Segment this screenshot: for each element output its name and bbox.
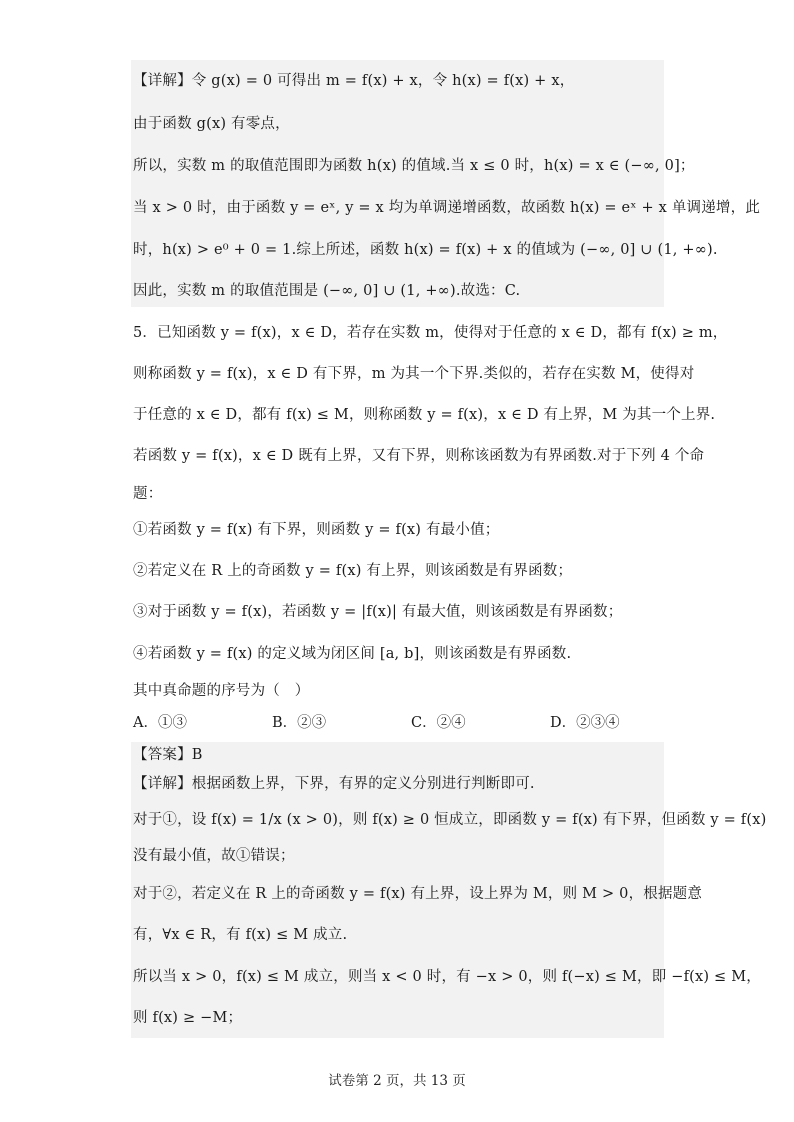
solution-4-block <box>131 60 761 307</box>
question-5-line-2: 则称函数 y = f(x)，x ∈ D 有下界，m 为其一个下界.类似的，若存在实数 M，使得对 <box>133 366 695 382</box>
question-5-line-3: 于任意的 x ∈ D，都有 f(x) ≤ M，则称函数 y = f(x)，x ∈ D 有上界，M 为其一个上界. <box>133 407 716 423</box>
solution-5-line-1: 【详解】根据函数上界，下界，有界的定义分别进行判断即可. <box>133 776 535 792</box>
solution-5-line-5: 有，∀x ∈ R，有 f(x) ≤ M 成立. <box>133 927 348 943</box>
solution-4-line-5: 时，h(x) > e⁰ + 0 = 1.综上所述，函数 h(x) = f(x) + x 的值域为 (−∞, 0] ∪ (1, +∞). <box>133 242 718 258</box>
statement-3: ③对于函数 y = f(x)，若函数 y = |f(x)| 有最大值，则该函数是有界函数； <box>133 604 623 620</box>
solution-4-line-3: 所以，实数 m 的取值范围即为函数 h(x) 的值域.当 x ≤ 0 时，h(x) = x ∈ (−∞, 0]； <box>133 158 695 174</box>
statement-1: ①若函数 y = f(x) 有下界，则函数 y = f(x) 有最小值； <box>133 522 500 538</box>
solution-4-line-4: 当 x > 0 时，由于函数 y = eˣ, y = x 均为单调递增函数，故函数 h(x) = eˣ + x 单调递增，此 <box>133 200 761 216</box>
statement-2: ②若定义在 R 上的奇函数 y = f(x) 有上界，则该函数是有界函数； <box>133 563 573 579</box>
solution-4-line-2: 由于函数 g(x) 有零点， <box>133 116 290 132</box>
choice-b[interactable]: B．②③ <box>272 715 327 731</box>
page-footer: 试卷第 2 页，共 13 页 <box>328 1073 466 1089</box>
question-5-prompt: 其中真命题的序号为（ ） <box>133 683 310 699</box>
question-5-line-1: 5．已知函数 y = f(x)，x ∈ D，若存在实数 m，使得对于任意的 x ∈ D，都有 f(x) ≥ m， <box>133 325 728 341</box>
answer-label: 【答案】B <box>133 747 203 763</box>
solution-5-line-4: 对于②，若定义在 R 上的奇函数 y = f(x) 有上界，设上界为 M，则 M > 0，根据题意 <box>133 886 703 902</box>
solution-4-line-6: 因此，实数 m 的取值范围是 (−∞, 0] ∪ (1, +∞).故选：C. <box>133 283 521 299</box>
answer-choices <box>133 713 663 733</box>
choice-d[interactable]: D．②③④ <box>550 715 620 731</box>
question-5-line-4: 若函数 y = f(x)，x ∈ D 既有上界，又有下界，则称该函数为有界函数.对于下列 4 个命 <box>133 448 705 464</box>
solution-5-line-2: 对于①，设 f(x) = 1/x (x > 0)，则 f(x) ≥ 0 恒成立，即函数 y = f(x) 有下界，但函数 y = f(x) <box>133 812 767 828</box>
solution-5-line-6: 所以当 x > 0，f(x) ≤ M 成立，则当 x < 0 时，有 −x > 0，则 f(−x) ≤ M，即 −f(x) ≤ M， <box>133 969 761 985</box>
solution-4-line-1: 【详解】令 g(x) = 0 可得出 m = f(x) + x，令 h(x) = f(x) + x， <box>133 73 575 89</box>
choice-c[interactable]: C．②④ <box>411 715 466 731</box>
statement-4: ④若函数 y = f(x) 的定义域为闭区间 [a, b]，则该函数是有界函数. <box>133 646 572 662</box>
choice-a[interactable]: A．①③ <box>133 715 187 731</box>
solution-5-line-3: 没有最小值，故①错误； <box>133 848 295 864</box>
solution-5-line-7: 则 f(x) ≥ −M； <box>133 1010 243 1026</box>
question-5-line-5: 题： <box>133 486 163 502</box>
